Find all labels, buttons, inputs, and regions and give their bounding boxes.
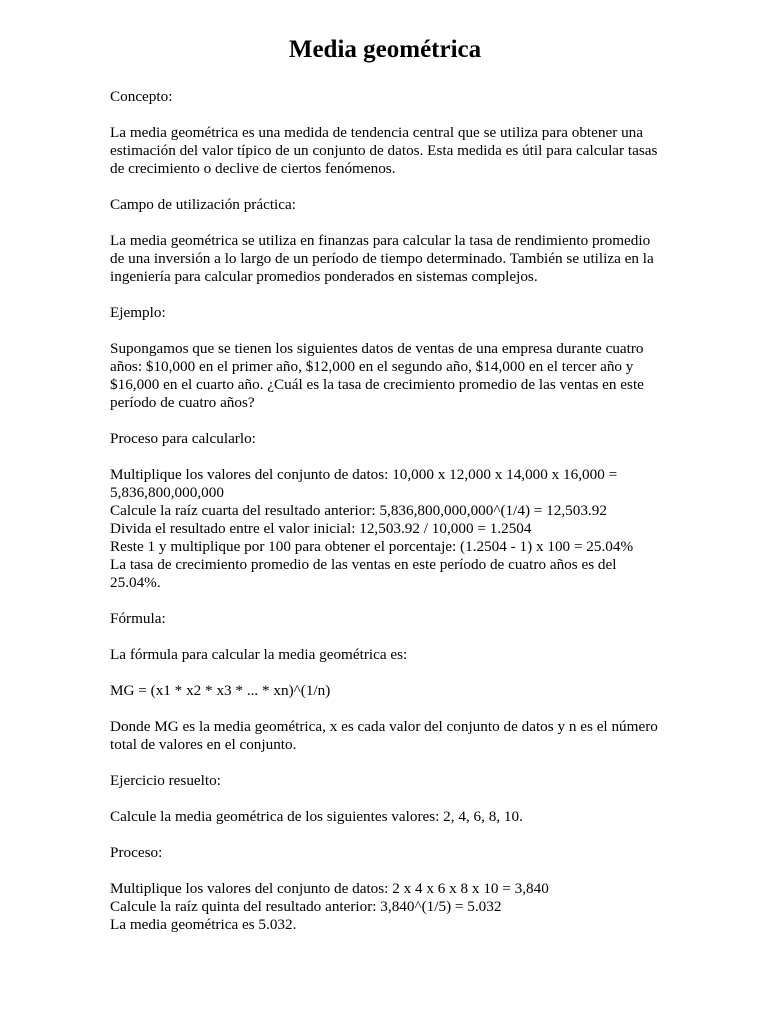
section-heading-proceso-calculo: Proceso para calcularlo: — [110, 430, 256, 447]
exercise-step: La media geométrica es 5.032. — [110, 916, 297, 933]
section-heading-ejercicio: Ejercicio resuelto: — [110, 772, 221, 789]
process-step: La tasa de crecimiento promedio de las ventas en este período de cuatro años es del 25.04%. — [110, 556, 617, 591]
process-steps-list — [110, 466, 660, 592]
process-step: Reste 1 y multiplique por 100 para obtener el porcentaje: (1.2504 - 1) x 100 = 25.04% — [110, 538, 634, 555]
process-step: Divida el resultado entre el valor inicial: 12,503.92 / 10,000 = 1.2504 — [110, 520, 532, 537]
section-heading-campo: Campo de utilización práctica: — [110, 196, 296, 213]
section-heading-formula: Fórmula: — [110, 610, 166, 627]
exercise-step: Multiplique los valores del conjunto de datos: 2 x 4 x 6 x 8 x 10 = 3,840 — [110, 880, 549, 897]
paragraph-concepto: La media geométrica es una medida de tendencia central que se utiliza para obtener una estimación del valor típico de un conjunto de datos. Esta medida es útil para calcular tasas de crecimiento o declive de ciertos fenómenos. — [110, 124, 658, 177]
paragraph-ejercicio: Calcule la media geométrica de los siguientes valores: 2, 4, 6, 8, 10. — [110, 808, 523, 825]
exercise-step: Calcule la raíz quinta del resultado anterior: 3,840^(1/5) = 5.032 — [110, 898, 502, 915]
process-step: Calcule la raíz cuarta del resultado anterior: 5,836,800,000,000^(1/4) = 12,503.92 — [110, 502, 607, 519]
document-page — [110, 34, 660, 952]
section-heading-proceso: Proceso: — [110, 844, 163, 861]
exercise-steps-list — [110, 880, 660, 934]
paragraph-campo: La media geométrica se utiliza en finanzas para calcular la tasa de rendimiento promedio de una inversión a lo largo de un período de tiempo determinado. También se utiliza en la ingeniería para calcular promedios ponderados en sistemas complejos. — [110, 232, 654, 285]
formula-expression: MG = (x1 * x2 * x3 * ... * xn)^(1/n) — [110, 682, 331, 699]
paragraph-ejemplo: Supongamos que se tienen los siguientes datos de ventas de una empresa durante cuatro años: $10,000 en el primer año, $12,000 en el segundo año, $14,000 en el tercer año y $16,000 en el cuarto año. ¿Cuál es la tasa de crecimiento promedio de las ventas en este período de cuatro años? — [110, 340, 644, 411]
document-title: Media geométrica — [288, 36, 482, 63]
section-heading-ejemplo: Ejemplo: — [110, 304, 166, 321]
process-step: Multiplique los valores del conjunto de datos: 10,000 x 12,000 x 14,000 x 16,000 = 5,836,800,000,000 — [110, 466, 618, 501]
section-heading-concepto: Concepto: — [110, 88, 173, 105]
paragraph-formula-explanation: Donde MG es la media geométrica, x es cada valor del conjunto de datos y n es el número total de valores en el conjunto. — [110, 718, 658, 753]
paragraph-formula-intro: La fórmula para calcular la media geométrica es: — [110, 646, 408, 663]
